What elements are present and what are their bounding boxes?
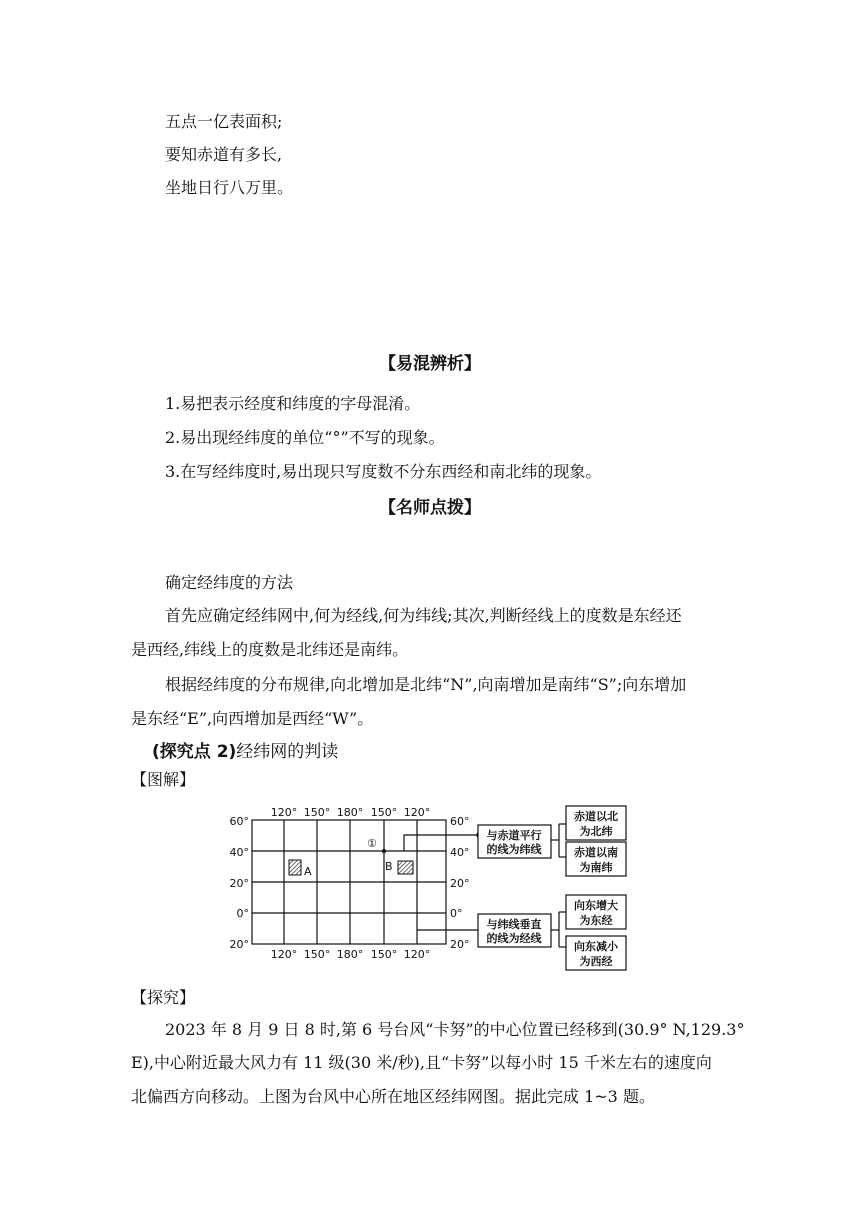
south-latitude-text-2: 为南纬 <box>579 861 613 874</box>
explore-line-2: E),中心附近最大风力有 11 级(30 米/秒),且“卡努”以每小时 15 千米左右的速度向 <box>131 1053 712 1072</box>
top-longitude-label: 120° <box>270 806 298 819</box>
west-longitude-text-1: 向东减小 <box>574 940 618 953</box>
top-longitude-label: 150° <box>370 806 398 819</box>
west-longitude-text-2: 为西经 <box>579 955 613 968</box>
graticule-diagram <box>228 802 636 974</box>
explore-point-label: (探究点 2) <box>152 742 237 762</box>
latitude-rule-text-1: 与赤道平行 <box>486 829 542 842</box>
explore-label: 【探究】 <box>131 988 196 1007</box>
latitude-rule-text-2: 的线为纬线 <box>486 843 542 856</box>
point-b-label: B <box>385 860 393 873</box>
tips-heading: 【名师点拨】 <box>379 498 481 518</box>
point-a-label: A <box>304 865 312 878</box>
tips-paragraph-2-line-1: 根据经纬度的分布规律,向北增加是北纬“N”,向南增加是南纬“S”;向东增加 <box>165 675 687 694</box>
top-longitude-label: 150° <box>303 806 331 819</box>
explore-point-title <box>152 741 338 763</box>
left-latitude-label: 20° <box>229 877 249 890</box>
longitude-rule-text-2: 的线为经线 <box>486 932 542 945</box>
left-latitude-label: 20° <box>229 938 249 951</box>
south-latitude-text-1: 赤道以南 <box>574 846 618 859</box>
marker-circled-one: ① <box>367 837 377 850</box>
tips-paragraph-2-line-2: 是东经“E”,向西增加是西经“W”。 <box>131 709 374 728</box>
left-latitude-label: 0° <box>236 907 249 920</box>
right-latitude-label: 20° <box>450 938 470 951</box>
poem-line-3: 坐地日行八万里。 <box>165 178 294 197</box>
bottom-longitude-label: 150° <box>370 948 398 961</box>
poem-line-2: 要知赤道有多长, <box>165 145 283 164</box>
right-latitude-label: 0° <box>450 907 463 920</box>
explore-line-1: 2023 年 8 月 9 日 8 时,第 6 号台风“卡努”的中心位置已经移到(30.9° N,129.3° <box>165 1020 745 1039</box>
confusion-item-3: 3.在写经纬度时,易出现只写度数不分东西经和南北纬的现象。 <box>165 462 602 481</box>
left-latitude-label: 60° <box>229 815 249 828</box>
tips-title: 确定经纬度的方法 <box>165 573 294 592</box>
east-longitude-text-2: 为东经 <box>579 914 613 927</box>
diagram-label: 【图解】 <box>131 770 196 789</box>
north-latitude-text-1: 赤道以北 <box>574 810 618 823</box>
east-longitude-text-1: 向东增大 <box>574 899 618 912</box>
bottom-longitude-label: 120° <box>403 948 431 961</box>
confusion-item-2: 2.易出现经纬度的单位“°”不写的现象。 <box>165 428 445 447</box>
left-latitude-label: 40° <box>229 846 249 859</box>
explore-line-3: 北偏西方向移动。上图为台风中心所在地区经纬网图。据此完成 1~3 题。 <box>131 1087 655 1106</box>
top-longitude-label: 180° <box>336 806 364 819</box>
confusion-heading: 【易混辨析】 <box>379 354 481 374</box>
graticule-grid <box>252 820 446 944</box>
bottom-longitude-label: 120° <box>270 948 298 961</box>
marker-dot <box>382 849 386 853</box>
tips-paragraph-1-line-2: 是西经,纬线上的度数是北纬还是南纬。 <box>131 640 409 659</box>
confusion-item-1: 1.易把表示经度和纬度的字母混淆。 <box>165 394 421 413</box>
north-latitude-text-2: 为北纬 <box>579 825 613 838</box>
right-latitude-label: 40° <box>450 846 470 859</box>
top-longitude-label: 120° <box>403 806 431 819</box>
poem-line-1: 五点一亿表面积; <box>165 112 283 131</box>
region-a-hatch <box>289 860 301 875</box>
explore-point-name: 经纬网的判读 <box>236 742 339 762</box>
longitude-rule-text-1: 与纬线垂直 <box>486 918 542 931</box>
bottom-longitude-label: 150° <box>303 948 331 961</box>
tips-paragraph-1-line-1: 首先应确定经纬网中,何为经线,何为纬线;其次,判断经线上的度数是东经还 <box>165 606 682 625</box>
bottom-longitude-label: 180° <box>336 948 364 961</box>
right-latitude-label: 60° <box>450 815 470 828</box>
right-latitude-label: 20° <box>450 877 470 890</box>
region-b-hatch <box>398 861 413 874</box>
